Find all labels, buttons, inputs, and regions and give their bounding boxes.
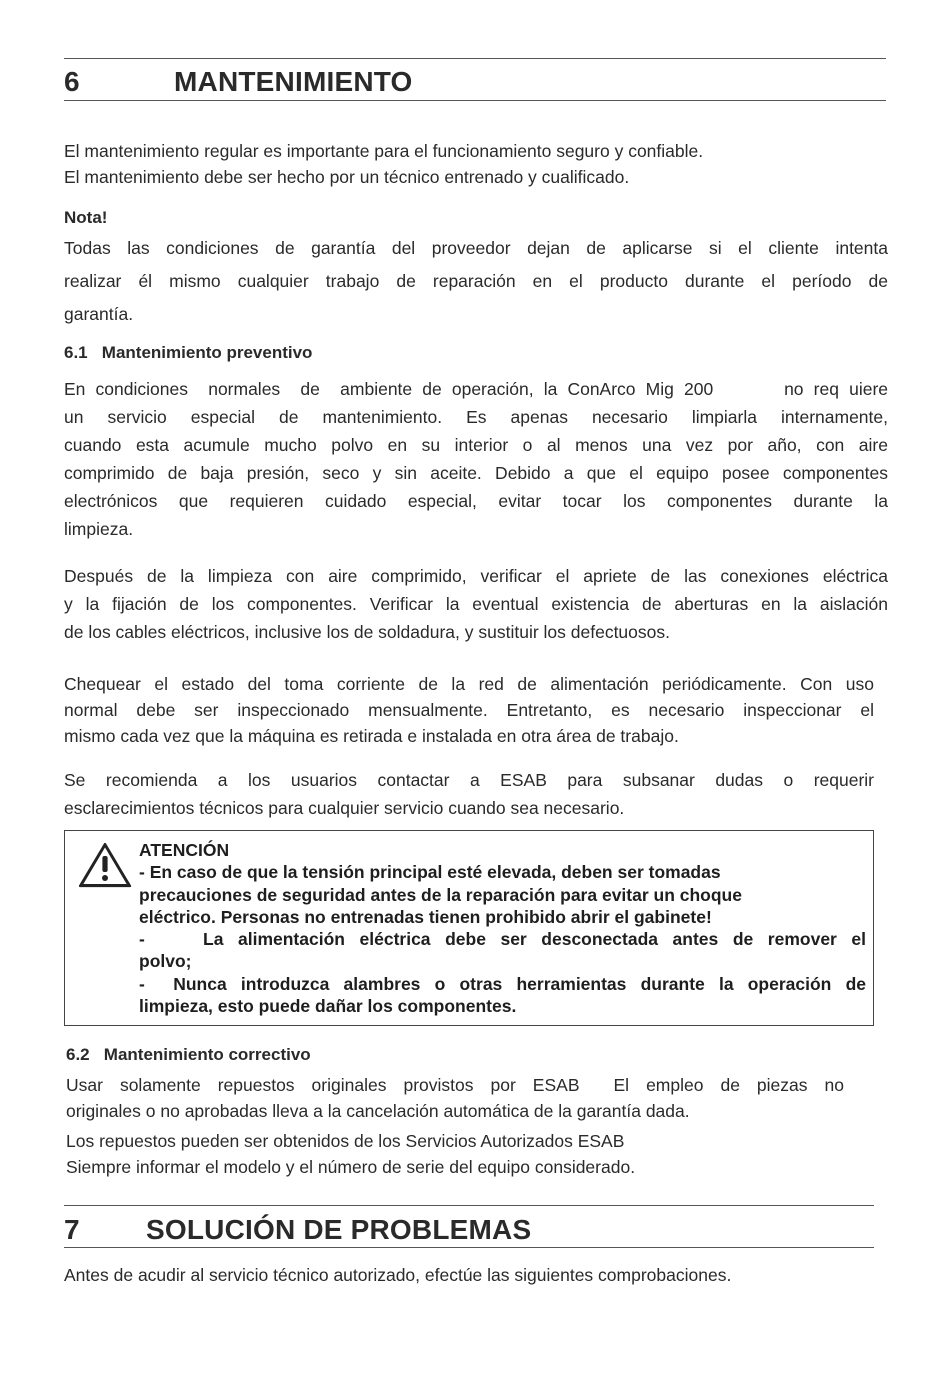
warning-line: precauciones de seguridad antes de la reparación para evitar un choque [139,884,742,905]
paragraph-line: Usar solamente repuestos originales provistos por ESAB El empleo de piezas no [66,1075,844,1095]
paragraph-line: El mantenimiento debe ser hecho por un técnico entrenado y cualificado. [64,167,630,187]
corrective-paragraph-2 [66,1128,890,1180]
preventive-paragraph-3 [64,671,874,749]
paragraph-line: Los repuestos pueden ser obtenidos de los Servicios Autorizados ESAB [66,1131,625,1151]
paragraph-line: electrónicos que requieren cuidado especial, evitar tocar los componentes durante la [64,491,888,511]
subsection-6-2-heading: 6.2 Mantenimiento correctivo [66,1045,311,1064]
preventive-paragraph-1 [64,375,888,543]
warning-line: polvo; [139,951,192,972]
heading-bottom-rule [64,1247,874,1248]
paragraph-line: originales o no aprobadas lleva a la cancelación automática de la garantía dada. [66,1101,690,1121]
warning-triangle-icon [77,841,133,889]
warning-line: - La alimentación eléctrica debe ser desconectada antes de remover el [139,929,866,950]
paragraph-line: un servicio especial de mantenimiento. Es apenas necesario limpiarla internamente, [64,407,888,427]
section-6-heading [64,58,886,102]
paragraph-line: Todas las condiciones de garantía del proveedor dejan de aplicarse si el cliente intenta [64,238,888,258]
paragraph-line: esclarecimientos técnicos para cualquier servicio cuando sea necesario. [64,798,625,818]
paragraph-line: Chequear el estado del toma corriente de la red de alimentación periódicamente. Con uso [64,674,874,694]
heading-bottom-rule [64,100,886,101]
paragraph-line: normal debe ser inspeccionado mensualmente. Entretanto, es necesario inspeccionar el [64,700,874,720]
paragraph-line: limpieza. [64,519,134,539]
preventive-paragraph-2 [64,562,888,646]
paragraph-line: Siempre informar el modelo y el número de serie del equipo considerado. [66,1157,636,1177]
troubleshooting-intro [64,1261,888,1289]
section-7-heading [64,1205,874,1249]
heading-top-rule [64,58,886,59]
paragraph-line: Se recomienda a los usuarios contactar a ESAB para subsanar dudas o requerir [64,770,874,790]
paragraph-line: cuando esta acumule mucho polvo en su interior o al menos una vez por año, con aire [64,435,888,455]
maintenance-intro [64,138,888,190]
warning-box [64,830,874,1026]
section-number: 7 [64,1214,80,1245]
preventive-paragraph-4 [64,766,874,822]
paragraph-line: realizar él mismo cualquier trabajo de reparación en el producto durante el período de [64,271,888,291]
warning-title: ATENCIÓN [139,840,230,860]
heading-top-rule [64,1205,874,1206]
section-number: 6 [64,66,80,97]
paragraph-line: garantía. [64,304,134,324]
warning-line: eléctrico. Personas no entrenadas tienen prohibido abrir el gabinete! [139,906,712,927]
paragraph-line: Antes de acudir al servicio técnico autorizado, efectúe las siguientes comprobaciones. [64,1265,732,1285]
paragraph-line: Después de la limpieza con aire comprimido, verificar el apriete de las conexiones eléctrica [64,566,888,586]
warning-line: - Nunca introduzca alambres o otras herramientas durante la operación de [139,973,866,994]
paragraph-line: y la fijación de los componentes. Verificar la eventual existencia de aberturas en la aislación [64,594,888,614]
section-title: SOLUCIÓN DE PROBLEMAS [146,1214,532,1245]
warning-line: limpieza, esto puede dañar los componentes. [139,996,517,1017]
section-title: MANTENIMIENTO [174,66,413,97]
warning-text [139,839,866,1017]
paragraph-line: comprimido de baja presión, seco y sin aceite. Debido a que el equipo posee componentes [64,463,888,483]
note-label: Nota! [64,208,108,227]
paragraph-line: de los cables eléctricos, inclusive los de soldadura, y sustituir los defectuosos. [64,622,670,642]
warning-line: - En caso de que la tensión principal esté elevada, deben ser tomadas [139,862,721,883]
paragraph-line: El mantenimiento regular es importante para el funcionamiento seguro y confiable. [64,141,704,161]
subsection-6-1-heading: 6.1 Mantenimiento preventivo [64,343,313,362]
paragraph-line: mismo cada vez que la máquina es retirada e instalada en otra área de trabajo. [64,726,679,746]
warranty-note [64,232,888,331]
corrective-paragraph-1 [66,1072,844,1124]
paragraph-line: En condiciones normales de ambiente de operación, la ConArco Mig 200 no req uiere [64,379,888,399]
